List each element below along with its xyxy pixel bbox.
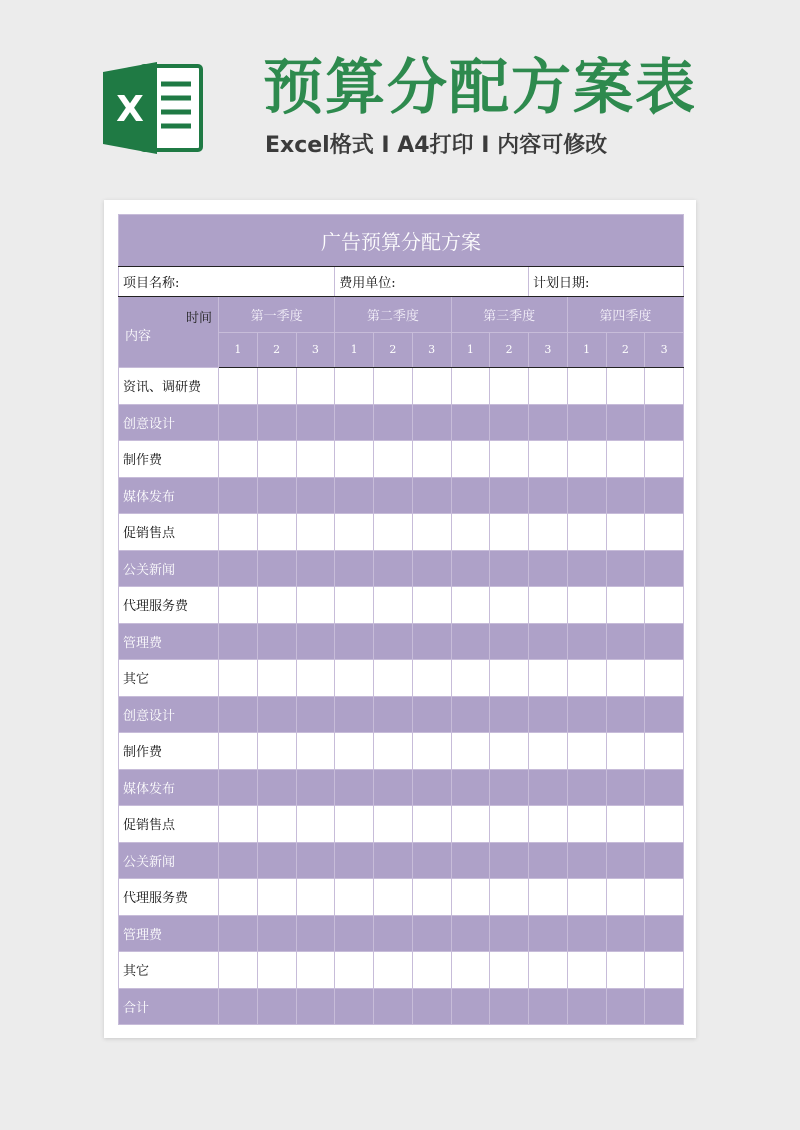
budget-cell[interactable]: [451, 623, 490, 660]
budget-cell[interactable]: [257, 368, 296, 405]
table-row: [119, 623, 684, 660]
table-row: [119, 806, 684, 843]
budget-cell[interactable]: [335, 404, 374, 441]
budget-cell[interactable]: [412, 952, 451, 989]
budget-cell[interactable]: [529, 587, 568, 624]
budget-cell[interactable]: [451, 842, 490, 879]
budget-cell[interactable]: [567, 550, 606, 587]
budget-cell[interactable]: [219, 842, 258, 879]
budget-cell[interactable]: [296, 988, 335, 1025]
budget-cell[interactable]: [219, 477, 258, 514]
budget-cell[interactable]: [606, 806, 645, 843]
row-label: 促销售点: [119, 514, 219, 551]
budget-cell[interactable]: [490, 660, 529, 697]
project-name-field[interactable]: 项目名称:: [119, 267, 335, 297]
budget-cell[interactable]: [219, 769, 258, 806]
budget-cell[interactable]: [451, 696, 490, 733]
budget-cell[interactable]: [567, 441, 606, 478]
table-row: [119, 550, 684, 587]
budget-cell[interactable]: [606, 368, 645, 405]
budget-cell[interactable]: [335, 915, 374, 952]
budget-cell[interactable]: [412, 733, 451, 770]
budget-cell[interactable]: [219, 806, 258, 843]
budget-cell[interactable]: [490, 842, 529, 879]
budget-cell[interactable]: [529, 660, 568, 697]
budget-cell[interactable]: [529, 879, 568, 916]
budget-cell[interactable]: [374, 696, 413, 733]
budget-cell[interactable]: [219, 696, 258, 733]
budget-cell[interactable]: [412, 769, 451, 806]
budget-cell[interactable]: [529, 952, 568, 989]
budget-cell[interactable]: [567, 915, 606, 952]
budget-cell[interactable]: [219, 587, 258, 624]
row-label: 代理服务费: [119, 879, 219, 916]
budget-cell[interactable]: [567, 733, 606, 770]
budget-cell[interactable]: [529, 915, 568, 952]
budget-cell[interactable]: [296, 587, 335, 624]
budget-cell[interactable]: [606, 842, 645, 879]
budget-cell[interactable]: [567, 952, 606, 989]
budget-cell[interactable]: [567, 696, 606, 733]
budget-cell[interactable]: [219, 879, 258, 916]
budget-cell[interactable]: [412, 550, 451, 587]
corner-header: [119, 297, 219, 368]
budget-cell[interactable]: [606, 404, 645, 441]
month-header: 1: [335, 332, 374, 368]
budget-cell[interactable]: [645, 587, 684, 624]
table-row: [119, 988, 684, 1025]
page-subtitle: Excel格式 Ⅰ A4打印 Ⅰ 内容可修改: [265, 133, 608, 158]
budget-cell[interactable]: [567, 660, 606, 697]
budget-cell[interactable]: [257, 441, 296, 478]
budget-cell[interactable]: [490, 915, 529, 952]
budget-cell[interactable]: [257, 733, 296, 770]
budget-cell[interactable]: [451, 915, 490, 952]
budget-cell[interactable]: [567, 477, 606, 514]
quarter-header: 第三季度: [451, 297, 567, 333]
page-title: 预算分配方案表: [263, 53, 697, 123]
budget-cell[interactable]: [606, 477, 645, 514]
row-label: 资讯、调研费: [119, 368, 219, 405]
month-header: 3: [645, 332, 684, 368]
budget-cell[interactable]: [335, 696, 374, 733]
budget-cell[interactable]: [296, 733, 335, 770]
table-row: [119, 477, 684, 514]
plan-date-field[interactable]: 计划日期:: [529, 267, 684, 297]
logo-letter: X: [116, 89, 144, 130]
budget-cell[interactable]: [219, 733, 258, 770]
budget-cell[interactable]: [529, 696, 568, 733]
budget-cell[interactable]: [567, 769, 606, 806]
table-row: [119, 441, 684, 478]
row-label: 合计: [119, 988, 219, 1025]
budget-cell[interactable]: [257, 696, 296, 733]
budget-cell[interactable]: [490, 587, 529, 624]
table-row: [119, 879, 684, 916]
budget-cell[interactable]: [606, 952, 645, 989]
row-label: 制作费: [119, 441, 219, 478]
budget-cell[interactable]: [645, 879, 684, 916]
budget-cell[interactable]: [257, 477, 296, 514]
budget-cell[interactable]: [219, 550, 258, 587]
budget-cell[interactable]: [567, 514, 606, 551]
budget-cell[interactable]: [412, 441, 451, 478]
budget-cell[interactable]: [645, 806, 684, 843]
budget-cell[interactable]: [257, 769, 296, 806]
budget-cell[interactable]: [374, 879, 413, 916]
budget-cell[interactable]: [219, 915, 258, 952]
month-header: 2: [374, 332, 413, 368]
budget-cell[interactable]: [257, 879, 296, 916]
budget-cell[interactable]: [490, 879, 529, 916]
budget-cell[interactable]: [374, 404, 413, 441]
budget-cell[interactable]: [606, 915, 645, 952]
table-row: [119, 769, 684, 806]
budget-cell[interactable]: [529, 733, 568, 770]
budget-cell[interactable]: [645, 550, 684, 587]
budget-cell[interactable]: [451, 550, 490, 587]
budget-cell[interactable]: [451, 441, 490, 478]
budget-cell[interactable]: [219, 441, 258, 478]
budget-cell[interactable]: [529, 806, 568, 843]
budget-cell[interactable]: [219, 623, 258, 660]
month-header: 1: [567, 332, 606, 368]
budget-cell[interactable]: [335, 368, 374, 405]
budget-cell[interactable]: [567, 842, 606, 879]
budget-cell[interactable]: [490, 441, 529, 478]
budget-cell[interactable]: [567, 623, 606, 660]
budget-cell[interactable]: [335, 477, 374, 514]
budget-cell[interactable]: [529, 441, 568, 478]
budget-cell[interactable]: [529, 550, 568, 587]
budget-cell[interactable]: [645, 769, 684, 806]
budget-cell[interactable]: [412, 696, 451, 733]
row-label: 媒体发布: [119, 477, 219, 514]
month-header: 1: [451, 332, 490, 368]
budget-cell[interactable]: [296, 769, 335, 806]
budget-cell[interactable]: [567, 988, 606, 1025]
budget-cell[interactable]: [567, 806, 606, 843]
budget-cell[interactable]: [296, 842, 335, 879]
budget-cell[interactable]: [490, 550, 529, 587]
budget-cell[interactable]: [412, 514, 451, 551]
budget-cell[interactable]: [567, 587, 606, 624]
budget-cell[interactable]: [567, 404, 606, 441]
budget-cell[interactable]: [257, 550, 296, 587]
budget-cell[interactable]: [335, 514, 374, 551]
budget-cell[interactable]: [529, 404, 568, 441]
budget-cell[interactable]: [412, 806, 451, 843]
month-header: 3: [412, 332, 451, 368]
budget-cell[interactable]: [645, 733, 684, 770]
budget-cell[interactable]: [567, 879, 606, 916]
budget-cell[interactable]: [412, 623, 451, 660]
budget-cell[interactable]: [335, 733, 374, 770]
budget-cell[interactable]: [529, 842, 568, 879]
budget-cell[interactable]: [490, 623, 529, 660]
budget-cell[interactable]: [296, 404, 335, 441]
budget-cell[interactable]: [257, 623, 296, 660]
budget-cell[interactable]: [645, 623, 684, 660]
budget-cell[interactable]: [219, 952, 258, 989]
budget-cell[interactable]: [451, 368, 490, 405]
budget-cell[interactable]: [335, 623, 374, 660]
budget-cell[interactable]: [219, 514, 258, 551]
budget-cell[interactable]: [257, 806, 296, 843]
budget-cell[interactable]: [645, 514, 684, 551]
budget-cell[interactable]: [490, 696, 529, 733]
month-header: 2: [490, 332, 529, 368]
budget-cell[interactable]: [296, 441, 335, 478]
budget-cell[interactable]: [374, 441, 413, 478]
budget-cell[interactable]: [296, 368, 335, 405]
budget-cell[interactable]: [257, 514, 296, 551]
budget-cell[interactable]: [296, 514, 335, 551]
budget-cell[interactable]: [606, 514, 645, 551]
budget-cell[interactable]: [529, 623, 568, 660]
budget-cell[interactable]: [412, 404, 451, 441]
budget-cell[interactable]: [335, 441, 374, 478]
month-header: 1: [219, 332, 258, 368]
corner-time-label: 时间: [185, 311, 212, 326]
quarter-header: 第二季度: [335, 297, 451, 333]
budget-cell[interactable]: [490, 477, 529, 514]
budget-cell[interactable]: [296, 660, 335, 697]
budget-cell[interactable]: [296, 623, 335, 660]
budget-cell[interactable]: [451, 587, 490, 624]
budget-cell[interactable]: [257, 988, 296, 1025]
budget-cell[interactable]: [451, 769, 490, 806]
budget-cell[interactable]: [645, 477, 684, 514]
budget-cell[interactable]: [335, 842, 374, 879]
budget-cell[interactable]: [374, 368, 413, 405]
budget-cell[interactable]: [219, 988, 258, 1025]
row-label: 促销售点: [119, 806, 219, 843]
budget-cell[interactable]: [606, 879, 645, 916]
budget-cell[interactable]: [412, 842, 451, 879]
budget-cell[interactable]: [451, 514, 490, 551]
month-header: 2: [257, 332, 296, 368]
budget-table: [118, 214, 684, 1025]
budget-cell[interactable]: [374, 477, 413, 514]
excel-logo-icon: [103, 60, 203, 156]
table-title: 广告预算分配方案: [119, 215, 684, 267]
budget-cell[interactable]: [257, 404, 296, 441]
budget-cell[interactable]: [606, 988, 645, 1025]
budget-cell[interactable]: [529, 514, 568, 551]
budget-cell[interactable]: [374, 550, 413, 587]
budget-cell[interactable]: [645, 441, 684, 478]
budget-cell[interactable]: [374, 514, 413, 551]
month-header: 2: [606, 332, 645, 368]
budget-cell[interactable]: [412, 368, 451, 405]
budget-cell[interactable]: [374, 915, 413, 952]
budget-cell[interactable]: [257, 952, 296, 989]
budget-cell[interactable]: [490, 988, 529, 1025]
month-header: 3: [529, 332, 568, 368]
budget-cell[interactable]: [374, 733, 413, 770]
budget-cell[interactable]: [645, 842, 684, 879]
table-row: [119, 587, 684, 624]
budget-cell[interactable]: [451, 660, 490, 697]
budget-cell[interactable]: [335, 550, 374, 587]
budget-cell[interactable]: [257, 915, 296, 952]
budget-cell[interactable]: [374, 842, 413, 879]
table-row: [119, 915, 684, 952]
budget-cell[interactable]: [606, 441, 645, 478]
budget-cell[interactable]: [606, 660, 645, 697]
budget-cell[interactable]: [490, 952, 529, 989]
budget-cell[interactable]: [567, 368, 606, 405]
row-label: 其它: [119, 660, 219, 697]
budget-cell[interactable]: [219, 404, 258, 441]
budget-cell[interactable]: [490, 769, 529, 806]
budget-cell[interactable]: [374, 660, 413, 697]
budget-cell[interactable]: [529, 477, 568, 514]
budget-cell[interactable]: [335, 660, 374, 697]
budget-cell[interactable]: [335, 806, 374, 843]
budget-cell[interactable]: [412, 988, 451, 1025]
row-label: 代理服务费: [119, 587, 219, 624]
budget-cell[interactable]: [490, 806, 529, 843]
row-label: 管理费: [119, 623, 219, 660]
row-label: 制作费: [119, 733, 219, 770]
budget-cell[interactable]: [451, 806, 490, 843]
cost-unit-field[interactable]: 费用单位:: [335, 267, 529, 297]
corner-content-label: 内容: [125, 329, 152, 344]
budget-cell[interactable]: [219, 368, 258, 405]
budget-cell[interactable]: [490, 404, 529, 441]
row-label: 创意设计: [119, 696, 219, 733]
budget-cell[interactable]: [257, 587, 296, 624]
budget-cell[interactable]: [606, 587, 645, 624]
budget-cell[interactable]: [296, 477, 335, 514]
budget-cell[interactable]: [412, 915, 451, 952]
budget-cell[interactable]: [257, 842, 296, 879]
budget-cell[interactable]: [490, 514, 529, 551]
budget-cell[interactable]: [296, 879, 335, 916]
budget-cell[interactable]: [296, 550, 335, 587]
budget-cell[interactable]: [645, 404, 684, 441]
budget-cell[interactable]: [529, 769, 568, 806]
budget-cell[interactable]: [296, 952, 335, 989]
budget-cell[interactable]: [412, 660, 451, 697]
budget-cell[interactable]: [335, 879, 374, 916]
budget-cell[interactable]: [412, 879, 451, 916]
row-label: 其它: [119, 952, 219, 989]
budget-cell[interactable]: [335, 587, 374, 624]
budget-cell[interactable]: [606, 550, 645, 587]
budget-cell[interactable]: [645, 988, 684, 1025]
budget-cell[interactable]: [451, 404, 490, 441]
table-row: [119, 952, 684, 989]
budget-cell[interactable]: [335, 952, 374, 989]
table-row: [119, 696, 684, 733]
month-header: 3: [296, 332, 335, 368]
budget-cell[interactable]: [374, 806, 413, 843]
row-label: 媒体发布: [119, 769, 219, 806]
budget-cell[interactable]: [490, 733, 529, 770]
budget-cell[interactable]: [490, 368, 529, 405]
budget-cell[interactable]: [606, 623, 645, 660]
budget-cell[interactable]: [529, 368, 568, 405]
budget-cell[interactable]: [219, 660, 258, 697]
table-row: [119, 404, 684, 441]
budget-cell[interactable]: [374, 587, 413, 624]
budget-cell[interactable]: [374, 952, 413, 989]
budget-cell[interactable]: [335, 769, 374, 806]
budget-cell[interactable]: [257, 660, 296, 697]
budget-cell[interactable]: [645, 368, 684, 405]
budget-cell[interactable]: [296, 915, 335, 952]
row-label: 公关新闻: [119, 550, 219, 587]
budget-cell[interactable]: [374, 623, 413, 660]
budget-cell[interactable]: [606, 696, 645, 733]
budget-cell[interactable]: [412, 587, 451, 624]
document-sheet: [104, 200, 696, 1038]
table-row: [119, 368, 684, 405]
budget-cell[interactable]: [606, 733, 645, 770]
table-row: [119, 660, 684, 697]
budget-cell[interactable]: [645, 696, 684, 733]
budget-cell[interactable]: [296, 696, 335, 733]
table-row: [119, 514, 684, 551]
row-label: 公关新闻: [119, 842, 219, 879]
budget-cell[interactable]: [645, 660, 684, 697]
budget-cell[interactable]: [606, 769, 645, 806]
budget-cell[interactable]: [529, 988, 568, 1025]
budget-cell[interactable]: [374, 769, 413, 806]
budget-cell[interactable]: [451, 477, 490, 514]
table-row: [119, 842, 684, 879]
budget-cell[interactable]: [451, 879, 490, 916]
quarter-header: 第一季度: [219, 297, 335, 333]
row-label: 创意设计: [119, 404, 219, 441]
budget-cell[interactable]: [645, 952, 684, 989]
budget-cell[interactable]: [335, 988, 374, 1025]
table-row: [119, 733, 684, 770]
budget-cell[interactable]: [645, 915, 684, 952]
budget-cell[interactable]: [451, 733, 490, 770]
budget-cell[interactable]: [296, 806, 335, 843]
budget-cell[interactable]: [412, 477, 451, 514]
budget-cell[interactable]: [374, 988, 413, 1025]
budget-cell[interactable]: [451, 952, 490, 989]
row-label: 管理费: [119, 915, 219, 952]
quarter-header: 第四季度: [567, 297, 683, 333]
budget-cell[interactable]: [451, 988, 490, 1025]
